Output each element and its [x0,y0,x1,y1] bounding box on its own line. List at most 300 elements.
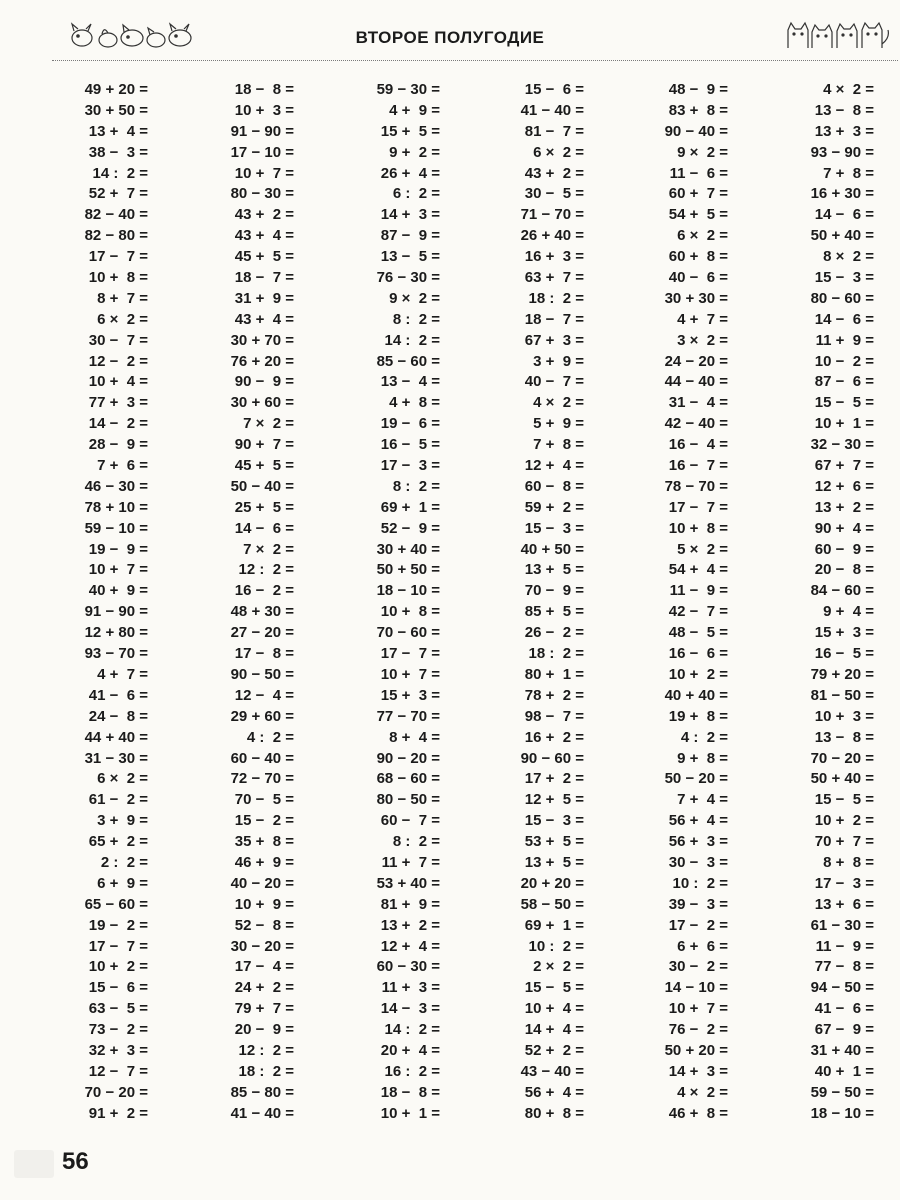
header-divider [52,60,898,61]
math-exercise: 13 + 6 = [814,895,874,913]
math-exercise: 12 − 2 = [88,352,148,370]
math-exercise: 13 + 2 = [814,498,874,516]
math-exercise: 11 − 9 = [815,937,874,955]
math-exercise: 41 − 6 = [814,1000,874,1018]
math-exercise: 59 − 50 = [810,1083,874,1101]
math-exercise: 3 + 9 = [533,352,584,370]
math-exercise: 78 + 2 = [524,686,584,704]
math-exercise: 43 + 2 = [524,164,584,182]
cartoon-cats-icon [782,18,894,52]
exercise-column [620,80,728,1125]
math-exercise: 10 + 3 = [234,101,294,119]
math-exercise: 4 × 2 = [823,81,874,98]
math-exercise: 10 − 2 = [814,352,874,370]
math-exercise: 6 × 2 = [97,310,148,328]
math-exercise: 70 + 7 = [814,833,874,851]
math-exercise: 4 + 7 = [97,665,148,683]
math-exercise: 30 − 5 = [524,185,584,203]
math-exercise: 80 − 50 = [376,791,440,809]
math-exercise: 42 − 40 = [664,415,728,433]
math-exercise: 60 + 7 = [668,185,728,203]
math-exercise: 42 − 7 = [668,603,728,621]
math-exercise: 5 × 2 = [677,540,728,558]
math-exercise: 77 − 8 = [814,958,874,976]
math-exercise: 40 − 6 = [668,269,728,287]
math-exercise: 9 + 4 = [823,603,874,621]
math-exercise: 53 + 40 = [376,874,440,892]
math-exercise: 98 − 7 = [524,707,584,725]
math-exercise: 43 + 4 = [234,227,294,245]
math-exercise: 16 − 4 = [668,436,728,454]
math-exercise: 17 − 7 = [668,498,728,516]
math-exercise: 11 + 9 = [815,331,874,349]
math-exercise: 14 + 4 = [524,1021,584,1039]
math-exercise: 13 − 5 = [380,248,440,266]
math-exercise: 17 − 3 = [380,457,440,475]
math-exercise: 90 + 7 = [234,436,294,454]
math-exercise: 17 + 2 = [524,770,584,788]
math-exercise: 10 + 3 = [814,707,874,725]
math-exercise: 4 × 2 = [533,394,584,412]
math-exercise: 50 + 40 = [810,770,874,788]
math-exercise: 70 − 5 = [234,791,294,809]
math-exercise: 12 : 2 = [238,561,294,579]
math-exercise: 48 + 30 = [230,603,294,621]
math-exercise: 16 − 7 = [668,457,728,475]
math-exercise: 6 + 6 = [677,937,728,955]
exercise-column [186,80,294,1125]
math-exercise: 81 + 9 = [380,895,440,913]
math-exercise: 15 − 6 = [524,81,584,98]
math-exercise: 48 − 9 = [668,81,728,98]
math-exercise: 30 − 3 = [668,853,728,871]
math-exercise: 14 : 2 = [384,331,440,349]
math-exercise: 93 − 70 = [84,645,148,663]
math-exercise: 38 − 3 = [88,143,148,161]
math-exercise: 50 + 50 = [376,561,440,579]
math-exercise: 6 × 2 = [97,770,148,788]
math-exercise: 78 + 10 = [84,498,148,516]
math-exercise: 10 : 2 = [672,874,728,892]
math-exercise: 15 + 5 = [380,122,440,140]
math-exercise: 8 : 2 = [392,477,440,495]
math-exercise: 43 + 4 = [234,310,294,328]
math-exercise: 54 + 4 = [668,561,728,579]
math-exercise: 69 + 1 = [380,498,440,516]
math-exercise: 84 − 60 = [810,582,874,600]
math-exercise: 14 − 2 = [88,415,148,433]
math-exercise: 10 + 4 = [88,373,148,391]
math-exercise: 8 + 7 = [97,289,148,307]
math-exercise: 12 + 5 = [524,791,584,809]
math-exercise: 7 + 4 = [677,791,728,809]
math-exercise: 91 − 90 = [84,603,148,621]
math-exercise: 18 − 10 = [810,1104,874,1122]
math-exercise: 32 − 30 = [810,436,874,454]
math-exercise: 72 − 70 = [230,770,294,788]
math-exercise: 7 × 2 = [243,540,294,558]
math-exercise: 41 − 6 = [88,686,148,704]
math-exercise: 83 + 8 = [668,101,728,119]
math-exercise: 80 − 60 = [810,289,874,307]
math-exercise: 16 − 6 = [668,645,728,663]
math-exercise: 7 + 8 = [823,164,874,182]
math-exercise: 8 : 2 = [392,833,440,851]
math-exercise: 14 − 10 = [664,979,728,997]
math-exercise: 50 − 20 = [664,770,728,788]
math-exercise: 20 − 8 = [814,561,874,579]
page-number: 56 [62,1148,89,1175]
math-exercise: 31 − 30 = [84,749,148,767]
math-exercise: 40 + 1 = [814,1062,874,1080]
math-exercise: 43 − 40 = [520,1062,584,1080]
math-exercise: 17 − 10 = [230,143,294,161]
math-exercise: 14 + 3 = [380,206,440,224]
math-exercise: 18 − 8 = [234,81,294,98]
math-exercise: 17 − 3 = [814,874,874,892]
math-exercise: 8 : 2 = [392,310,440,328]
math-exercise: 61 − 30 = [810,916,874,934]
math-exercise: 10 + 7 = [88,561,148,579]
math-exercise: 2 × 2 = [533,958,584,976]
exercise-column [476,80,584,1125]
math-exercise: 80 + 1 = [524,665,584,683]
math-exercise: 15 − 3 = [524,812,584,830]
math-exercise: 8 × 2 = [823,248,874,266]
math-exercise: 10 + 7 = [380,665,440,683]
math-exercise: 70 − 9 = [524,582,584,600]
math-exercise: 31 − 4 = [668,394,728,412]
math-exercise: 60 − 30 = [376,958,440,976]
math-exercise: 76 − 2 = [668,1021,728,1039]
math-exercise: 44 + 40 = [84,728,148,746]
math-exercise: 10 + 1 = [380,1104,440,1122]
math-exercise: 60 − 9 = [814,540,874,558]
math-exercise: 30 + 40 = [376,540,440,558]
math-exercise: 10 + 7 = [668,1000,728,1018]
math-exercise: 11 + 3 = [381,979,440,997]
math-exercise: 17 − 2 = [668,916,728,934]
math-exercise: 46 + 8 = [668,1104,728,1122]
math-exercise: 87 − 9 = [380,227,440,245]
math-exercise: 9 × 2 = [677,143,728,161]
math-exercise: 14 − 6 = [814,310,874,328]
math-exercise: 80 + 8 = [524,1104,584,1122]
math-exercise: 52 − 9 = [380,519,440,537]
math-exercise: 26 − 2 = [524,624,584,642]
math-exercise: 17 − 7 = [380,645,440,663]
math-exercise: 90 − 9 = [234,373,294,391]
math-exercise: 14 − 6 = [234,519,294,537]
math-exercise: 17 − 7 = [88,937,148,955]
exercise-column [332,80,440,1125]
math-exercise: 19 − 6 = [380,415,440,433]
math-exercise: 70 − 20 = [84,1083,148,1101]
math-exercise: 79 + 7 = [234,1000,294,1018]
math-exercise: 20 − 9 = [234,1021,294,1039]
math-exercise: 19 − 2 = [88,916,148,934]
math-exercise: 10 : 2 = [528,937,584,955]
math-exercise: 85 − 60 = [376,352,440,370]
math-exercise: 56 + 3 = [668,833,728,851]
math-exercise: 15 − 6 = [88,979,148,997]
math-exercise: 18 − 7 = [524,310,584,328]
math-exercise: 76 − 30 = [376,269,440,287]
math-exercise: 10 + 9 = [234,895,294,913]
math-exercise: 16 + 2 = [524,728,584,746]
math-exercise: 46 + 9 = [234,853,294,871]
math-exercise: 77 + 3 = [88,394,148,412]
math-exercise: 12 : 2 = [238,1041,294,1059]
math-exercise: 31 + 40 = [810,1041,874,1059]
math-exercise: 30 + 30 = [664,289,728,307]
math-exercise: 13 + 5 = [524,853,584,871]
math-exercise: 7 + 8 = [533,436,584,454]
math-exercise: 85 − 80 = [230,1083,294,1101]
bleed-mark [14,1150,54,1178]
math-exercise: 2 : 2 = [100,853,148,871]
math-exercise: 13 − 4 = [380,373,440,391]
math-exercise: 90 + 4 = [814,519,874,537]
math-exercise: 14 + 3 = [668,1062,728,1080]
math-exercise: 30 − 20 = [230,937,294,955]
math-exercise: 10 + 2 = [814,812,874,830]
math-exercise: 26 + 4 = [380,164,440,182]
math-exercise: 35 + 8 = [234,833,294,851]
math-exercise: 11 + 7 = [381,853,440,871]
math-exercise: 87 − 6 = [814,373,874,391]
math-exercise: 56 + 4 = [668,812,728,830]
math-exercise: 13 − 8 = [814,101,874,119]
math-exercise: 94 − 50 = [810,979,874,997]
math-exercise: 16 + 3 = [524,248,584,266]
math-exercise: 78 − 70 = [664,477,728,495]
math-exercise: 77 − 70 = [376,707,440,725]
math-exercise: 49 + 20 = [84,81,148,98]
math-exercise: 14 : 2 = [384,1021,440,1039]
math-exercise: 12 − 4 = [234,686,294,704]
math-exercise: 3 + 9 = [97,812,148,830]
math-exercise: 6 × 2 = [533,143,584,161]
math-exercise: 45 + 5 = [234,248,294,266]
math-exercise: 7 + 6 = [97,457,148,475]
math-exercise: 59 − 10 = [84,519,148,537]
math-exercise: 41 − 40 = [520,101,584,119]
math-exercise: 76 + 20 = [230,352,294,370]
math-exercise: 40 − 7 = [524,373,584,391]
math-exercise: 13 − 8 = [814,728,874,746]
math-exercise: 13 + 4 = [88,122,148,140]
math-exercise: 10 + 1 = [814,415,874,433]
math-exercise: 16 − 5 = [814,645,874,663]
math-exercise: 15 − 5 = [814,394,874,412]
math-exercise: 6 : 2 = [392,185,440,203]
math-exercise: 60 − 7 = [380,812,440,830]
math-exercise: 18 − 7 = [234,269,294,287]
math-exercise: 59 − 30 = [376,81,440,98]
math-exercise: 43 + 2 = [234,206,294,224]
math-exercise: 50 + 40 = [810,227,874,245]
math-exercise: 60 + 8 = [668,248,728,266]
math-exercise: 10 + 2 = [88,958,148,976]
math-exercise: 30 + 50 = [84,101,148,119]
math-exercise: 24 + 2 = [234,979,294,997]
math-exercise: 9 + 8 = [677,749,728,767]
math-exercise: 50 − 40 = [230,477,294,495]
math-exercise: 40 − 20 = [230,874,294,892]
math-exercise: 67 + 3 = [524,331,584,349]
math-exercise: 15 + 3 = [380,686,440,704]
math-exercise: 65 + 2 = [88,833,148,851]
math-exercise: 29 + 60 = [230,707,294,725]
math-exercise: 26 + 40 = [520,227,584,245]
math-exercise: 40 + 9 = [88,582,148,600]
exercise-grid [0,80,900,1125]
math-exercise: 30 − 7 = [88,331,148,349]
math-exercise: 40 + 40 = [664,686,728,704]
math-exercise: 52 − 8 = [234,916,294,934]
math-exercise: 6 × 2 = [677,227,728,245]
math-exercise: 52 + 2 = [524,1041,584,1059]
math-exercise: 10 + 7 = [234,164,294,182]
math-exercise: 15 − 2 = [234,812,294,830]
math-exercise: 14 − 3 = [380,1000,440,1018]
math-exercise: 71 − 70 = [520,206,584,224]
math-exercise: 16 : 2 = [384,1062,440,1080]
math-exercise: 10 + 4 = [524,1000,584,1018]
math-exercise: 19 + 8 = [668,707,728,725]
math-exercise: 15 − 5 = [814,791,874,809]
math-exercise: 8 + 8 = [823,853,874,871]
math-exercise: 24 − 20 = [664,352,728,370]
math-exercise: 8 + 4 = [389,728,440,746]
math-exercise: 48 − 5 = [668,624,728,642]
math-exercise: 17 − 4 = [234,958,294,976]
math-exercise: 13 + 3 = [814,122,874,140]
math-exercise: 39 − 3 = [668,895,728,913]
math-exercise: 91 − 90 = [230,122,294,140]
math-exercise: 10 + 2 = [668,665,728,683]
math-exercise: 67 − 9 = [814,1021,874,1039]
math-exercise: 90 − 20 = [376,749,440,767]
exercise-column [766,80,874,1125]
math-exercise: 32 + 3 = [88,1041,148,1059]
math-exercise: 27 − 20 = [230,624,294,642]
math-exercise: 10 + 8 = [88,269,148,287]
math-exercise: 18 − 8 = [380,1083,440,1101]
math-exercise: 25 + 5 = [234,498,294,516]
math-exercise: 14 − 6 = [814,206,874,224]
math-exercise: 30 + 60 = [230,394,294,412]
math-exercise: 9 + 2 = [389,143,440,161]
math-exercise: 30 + 70 = [230,331,294,349]
math-exercise: 4 : 2 = [680,728,728,746]
math-exercise: 67 + 7 = [814,457,874,475]
math-exercise: 90 − 60 = [520,749,584,767]
math-exercise: 53 + 5 = [524,833,584,851]
math-exercise: 9 × 2 = [389,289,440,307]
math-exercise: 40 + 50 = [520,540,584,558]
math-exercise: 12 + 6 = [814,477,874,495]
math-exercise: 4 × 2 = [677,1083,728,1101]
math-exercise: 15 − 3 = [814,269,874,287]
math-exercise: 15 − 3 = [524,519,584,537]
math-exercise: 59 + 2 = [524,498,584,516]
math-exercise: 19 − 9 = [88,540,148,558]
math-exercise: 4 + 9 = [389,101,440,119]
math-exercise: 81 − 7 = [524,122,584,140]
math-exercise: 60 − 8 = [524,477,584,495]
math-exercise: 69 + 1 = [524,916,584,934]
math-exercise: 12 + 80 = [84,624,148,642]
math-exercise: 60 − 40 = [230,749,294,767]
math-exercise: 11 − 6 = [669,164,728,182]
math-exercise: 17 − 8 = [234,645,294,663]
math-exercise: 3 × 2 = [677,331,728,349]
math-exercise: 28 − 9 = [88,436,148,454]
math-exercise: 13 + 5 = [524,561,584,579]
math-exercise: 58 − 50 = [520,895,584,913]
math-exercise: 82 − 40 = [84,206,148,224]
math-exercise: 56 + 4 = [524,1083,584,1101]
math-exercise: 61 − 2 = [88,791,148,809]
math-exercise: 52 + 7 = [88,185,148,203]
math-exercise: 63 − 5 = [88,1000,148,1018]
math-exercise: 90 − 50 = [230,665,294,683]
math-exercise: 12 + 4 = [380,937,440,955]
math-exercise: 85 + 5 = [524,603,584,621]
math-exercise: 20 + 20 = [520,874,584,892]
math-exercise: 45 + 5 = [234,457,294,475]
math-exercise: 15 + 3 = [814,624,874,642]
math-exercise: 24 − 8 = [88,707,148,725]
math-exercise: 82 − 80 = [84,227,148,245]
math-exercise: 50 + 20 = [664,1041,728,1059]
math-exercise: 46 − 30 = [84,477,148,495]
math-exercise: 17 − 7 = [88,248,148,266]
math-exercise: 70 − 60 = [376,624,440,642]
math-exercise: 18 : 2 = [528,645,584,663]
math-exercise: 14 : 2 = [92,164,148,182]
math-exercise: 11 − 9 = [669,582,728,600]
math-exercise: 4 + 8 = [389,394,440,412]
math-exercise: 10 + 8 = [380,603,440,621]
math-exercise: 90 − 40 = [664,122,728,140]
page-header [0,0,900,64]
math-exercise: 80 − 30 = [230,185,294,203]
exercise-column [40,80,148,1125]
math-exercise: 91 + 2 = [88,1104,148,1122]
math-exercise: 7 × 2 = [243,415,294,433]
math-exercise: 4 + 7 = [677,310,728,328]
math-exercise: 79 + 20 = [810,665,874,683]
math-exercise: 44 − 40 = [664,373,728,391]
math-exercise: 15 − 5 = [524,979,584,997]
math-exercise: 6 + 9 = [97,874,148,892]
math-exercise: 20 + 4 = [380,1041,440,1059]
math-exercise: 4 : 2 = [246,728,294,746]
math-exercise: 73 − 2 = [88,1021,148,1039]
math-exercise: 16 − 2 = [234,582,294,600]
math-exercise: 54 + 5 = [668,206,728,224]
math-exercise: 41 − 40 = [230,1104,294,1122]
math-exercise: 70 − 20 = [810,749,874,767]
math-exercise: 68 − 60 = [376,770,440,788]
math-exercise: 13 + 2 = [380,916,440,934]
math-exercise: 16 − 5 = [380,436,440,454]
math-exercise: 65 − 60 = [84,895,148,913]
math-exercise: 81 − 50 = [810,686,874,704]
